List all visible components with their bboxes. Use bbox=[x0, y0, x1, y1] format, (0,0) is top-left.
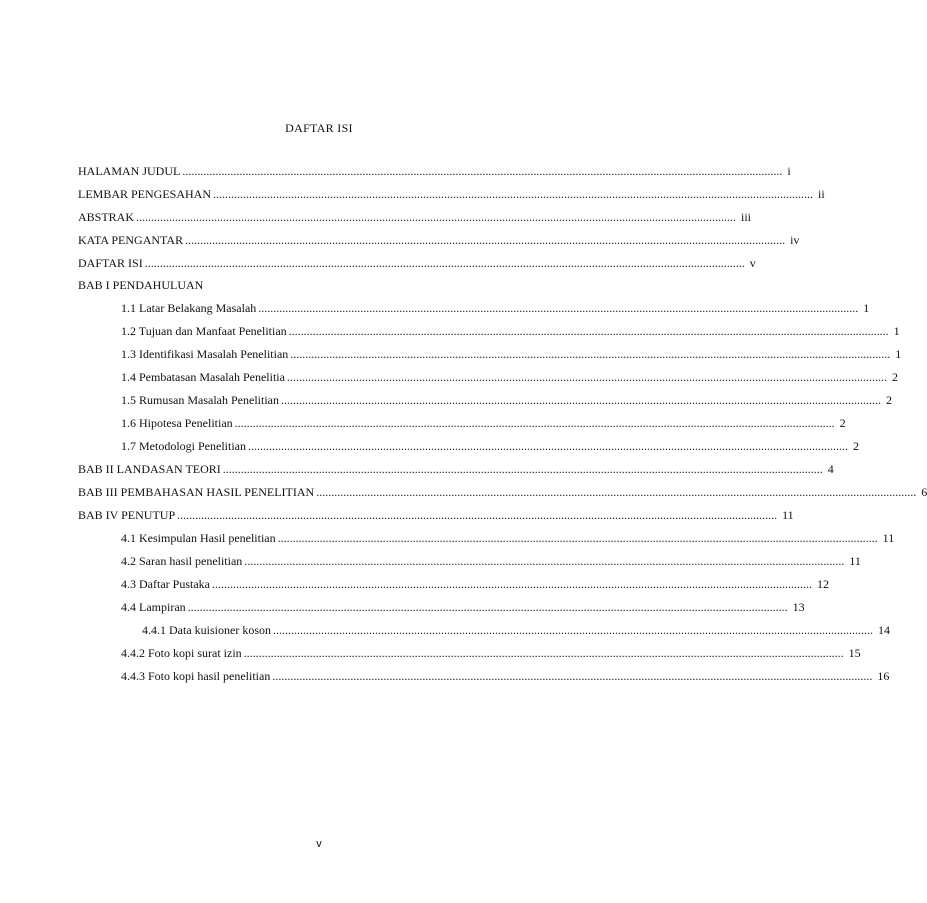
toc-entry-4-4-2 bbox=[121, 645, 861, 661]
toc-entry-page: 11 bbox=[882, 531, 895, 545]
toc-leader-dots: ........................................................................................................................................................................................................ bbox=[243, 646, 844, 660]
toc-entry-page: 2 bbox=[839, 416, 846, 430]
toc-leader-dots: ........................................................................................................................................................................................................ bbox=[277, 531, 878, 545]
toc-entry-label: LEMBAR PENGESAHAN bbox=[78, 187, 212, 201]
page-number: v bbox=[316, 838, 322, 850]
toc-entry-daftar-isi bbox=[78, 255, 756, 271]
toc-entry-4-2 bbox=[121, 553, 861, 569]
toc-leader-dots: ........................................................................................................................................................................................................ bbox=[185, 233, 786, 247]
toc-entry-label: 4.3 Daftar Pustaka bbox=[121, 577, 210, 591]
toc-entry-page: 15 bbox=[848, 646, 861, 660]
toc-chapter-bab-1: BAB I PENDAHULUAN bbox=[78, 278, 204, 292]
toc-entry-label: 4.1 Kesimpulan Hasil penelitian bbox=[121, 531, 276, 545]
toc-leader-dots: ........................................................................................................................................................................................................ bbox=[272, 623, 873, 637]
toc-leader-dots: ........................................................................................................................................................................................................ bbox=[272, 669, 873, 683]
toc-entry-label: HALAMAN JUDUL bbox=[78, 164, 181, 178]
toc-entry-page: 2 bbox=[891, 370, 898, 384]
page-title: DAFTAR ISI bbox=[285, 121, 353, 135]
toc-entry-label: 1.5 Rumusan Masalah Penelitian bbox=[121, 393, 279, 407]
toc-entry-page: 1 bbox=[895, 347, 902, 361]
toc-entry-page: v bbox=[749, 256, 756, 270]
toc-leader-dots: ........................................................................................................................................................................................................ bbox=[258, 301, 859, 315]
toc-entry-page: i bbox=[787, 164, 791, 178]
toc-entry-4-4-1 bbox=[142, 622, 890, 638]
toc-entry-label: 1.4 Pembatasan Masalah Penelitia bbox=[121, 370, 285, 384]
toc-entry-label: KATA PENGANTAR bbox=[78, 233, 184, 247]
toc-leader-dots: ........................................................................................................................................................................................................ bbox=[213, 187, 814, 201]
toc-leader-dots: ........................................................................................................................................................................................................ bbox=[211, 577, 812, 591]
toc-leader-dots: ........................................................................................................................................................................................................ bbox=[177, 508, 778, 522]
toc-entry-page: 16 bbox=[877, 669, 890, 683]
toc-leader-dots: ........................................................................................................................................................................................................ bbox=[144, 256, 745, 270]
toc-entry-label: 1.7 Metodologi Penelitian bbox=[121, 439, 246, 453]
toc-entry-1-5 bbox=[121, 392, 892, 408]
toc-entry-label: BAB IV PENUTUP bbox=[78, 508, 176, 522]
toc-leader-dots: ........................................................................................................................................................................................................ bbox=[234, 416, 835, 430]
toc-entry-bab-2 bbox=[78, 461, 834, 477]
toc-entry-1-3 bbox=[121, 346, 902, 362]
toc-leader-dots: ........................................................................................................................................................................................................ bbox=[187, 600, 788, 614]
toc-leader-dots: ........................................................................................................................................................................................................ bbox=[286, 370, 887, 384]
toc-entry-label: DAFTAR ISI bbox=[78, 256, 143, 270]
toc-entry-4-4-3 bbox=[121, 668, 890, 684]
toc-leader-dots: ........................................................................................................................................................................................................ bbox=[222, 462, 823, 476]
toc-entry-4-1 bbox=[121, 530, 895, 546]
toc-entry-label: 1.3 Identifikasi Masalah Penelitian bbox=[121, 347, 289, 361]
toc-entry-halaman-judul bbox=[78, 163, 791, 179]
toc-entry-page: 12 bbox=[816, 577, 829, 591]
toc-entry-label: ABSTRAK bbox=[78, 210, 135, 224]
toc-entry-page: 2 bbox=[885, 393, 892, 407]
toc-entry-label: 4.4.2 Foto kopi surat izin bbox=[121, 646, 242, 660]
toc-entry-label: 4.4.3 Foto kopi hasil penelitian bbox=[121, 669, 271, 683]
toc-leader-dots: ........................................................................................................................................................................................................ bbox=[136, 210, 737, 224]
toc-entry-label: 4.2 Saran hasil penelitian bbox=[121, 554, 243, 568]
toc-entry-1-4 bbox=[121, 369, 898, 385]
toc-entry-lembar-pengesahan bbox=[78, 186, 825, 202]
toc-entry-page: 13 bbox=[792, 600, 805, 614]
toc-leader-dots: ........................................................................................................................................................................................................ bbox=[248, 439, 848, 453]
toc-leader-dots: ........................................................................................................................................................................................................ bbox=[280, 393, 881, 407]
toc-entry-label: BAB II LANDASAN TEORI bbox=[78, 462, 221, 476]
toc-entry-1-7 bbox=[121, 438, 859, 454]
toc-entry-bab-4 bbox=[78, 507, 794, 523]
toc-entry-page: 11 bbox=[782, 508, 794, 522]
toc-entry-page: 1 bbox=[893, 324, 900, 338]
toc-entry-label: 4.4 Lampiran bbox=[121, 600, 186, 614]
toc-entry-page: 4 bbox=[827, 462, 834, 476]
toc-entry-bab-3 bbox=[78, 484, 927, 500]
toc-leader-dots: ........................................................................................................................................................................................................ bbox=[316, 485, 917, 499]
toc-entry-page: 1 bbox=[863, 301, 870, 315]
toc-leader-dots: ........................................................................................................................................................................................................ bbox=[182, 164, 783, 178]
toc-entry-page: 14 bbox=[877, 623, 890, 637]
toc-entry-label: BAB III PEMBAHASAN HASIL PENELITIAN bbox=[78, 485, 315, 499]
toc-entry-page: 11 bbox=[849, 554, 861, 568]
toc-entry-page: 2 bbox=[853, 439, 859, 453]
toc-entry-label: 1.2 Tujuan dan Manfaat Penelitian bbox=[121, 324, 287, 338]
toc-entry-1-2 bbox=[121, 323, 900, 339]
toc-entry-label: 4.4.1 Data kuisioner koson bbox=[142, 623, 271, 637]
toc-entry-page: iii bbox=[741, 210, 752, 224]
toc-entry-abstrak bbox=[78, 209, 752, 225]
toc-entry-kata-pengantar bbox=[78, 232, 800, 248]
toc-entry-4-4 bbox=[121, 599, 805, 615]
toc-entry-page: ii bbox=[818, 187, 825, 201]
toc-entry-label: 1.1 Latar Belakang Masalah bbox=[121, 301, 257, 315]
toc-entry-4-3 bbox=[121, 576, 829, 592]
toc-entry-1-1 bbox=[121, 300, 870, 316]
toc-entry-1-6 bbox=[121, 415, 846, 431]
toc-entry-label: 1.6 Hipotesa Penelitian bbox=[121, 416, 233, 430]
toc-leader-dots: ........................................................................................................................................................................................................ bbox=[288, 324, 889, 338]
toc-entry-page: iv bbox=[790, 233, 800, 247]
toc-leader-dots: ........................................................................................................................................................................................................ bbox=[244, 554, 845, 568]
toc-leader-dots: ........................................................................................................................................................................................................ bbox=[290, 347, 891, 361]
toc-entry-page: 6 bbox=[921, 485, 927, 499]
